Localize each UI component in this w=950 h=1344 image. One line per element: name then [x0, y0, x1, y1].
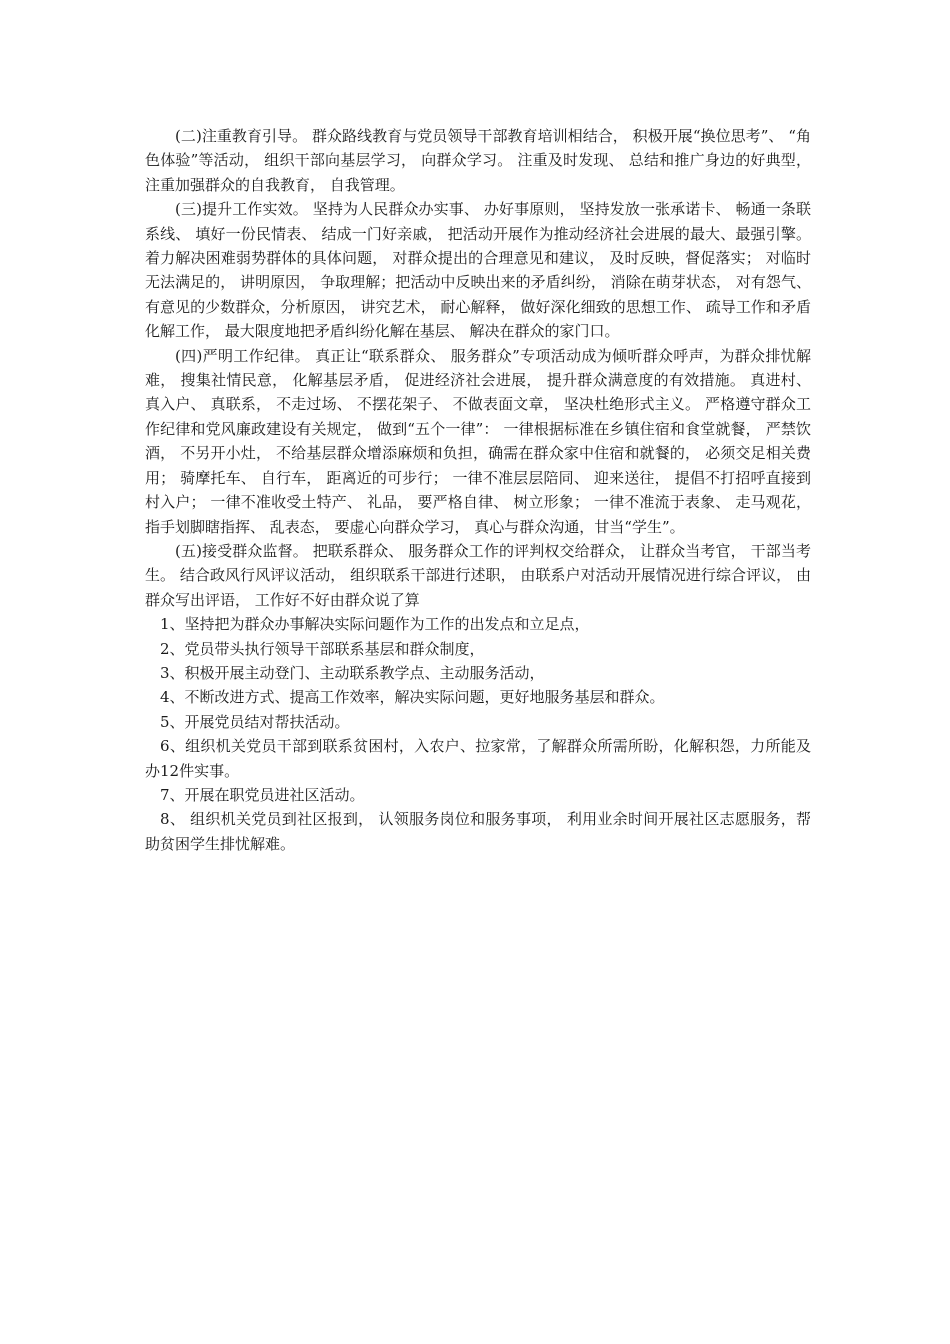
section-work-effectiveness: (三)提升工作实效。 坚持为人民群众办实事、 办好事原则， 坚持发放一张承诺卡、 畅通一条联系线、 填好一份民情表、 结成一门好亲戚， 把活动开展作为推动经济社会进展的最大、最强引擎。 着力解决困难弱势群体的具体问题， 对群众提出的合理意见和建议， 及时反映，督促落实； 对临时无法满足的， 讲明原因， 争取理解；把活动中反映出来的矛盾纠纷， 消除在萌芽状态， 对有怨气、 有意见的少数群众，分析原因， 讲究艺术， 耐心解释， 做好深化细致的思想工作、 疏导工作和矛盾化解工作， 最大限度地把矛盾纠纷化解在基层、 解决在群众的家门口。	[145, 200, 816, 341]
section-education-guidance: (二)注重教育引导。 群众路线教育与党员领导干部教育培训相结合， 积极开展“换位思考”、 “角色体验”等活动， 组织干部向基层学习， 向群众学习。 注重及时发现、 总结和推广身边的好典型， 注重加强群众的自我教育， 自我管理。	[145, 127, 816, 194]
list-item: 7、开展在职党员进社区活动。	[160, 785, 365, 804]
list-item: 4、不断改进方式、提高工作效率，解决实际问题，更好地服务基层和群众。	[160, 688, 665, 707]
section-work-discipline: (四)严明工作纪律。 真正让“联系群众、 服务群众”专项活动成为倾听群众呼声，为群众排忧解难， 搜集社情民意， 化解基层矛盾， 促进经济社会进展， 提升群众满意度的有效措施。 真进村、 真入户、 真联系， 不走过场、 不摆花架子、 不做表面文章， 坚决杜绝形式主义。 严格遵守群众工作纪律和党风廉政建设有关规定， 做到“五个一律”： 一律根据标准在乡镇住宿和食堂就餐， 严禁饮酒， 不另开小灶， 不给基层群众增添麻烦和负担，确需在群众家中住宿和就餐的， 必须交足相关费用； 骑摩托车、 自行车， 距离近的可步行； 一律不准层层陪同、 迎来送往， 提倡不打招呼直接到村入户； 一律不准收受土特产、 礼品， 要严格自律、 树立形象； 一律不准流于表象、 走马观花， 指手划脚瞎指挥、 乱表态， 要虚心向群众学习， 真心与群众沟通，甘当“学生”。	[145, 346, 816, 536]
list-item: 6、组织机关党员干部到联系贫困村，入农户、拉家常，了解群众所需所盼，化解积怨，力所能及办12件实事。	[145, 737, 811, 780]
list-item: 8、 组织机关党员到社区报到， 认领服务岗位和服务事项， 利用业余时间开展社区志愿服务，帮助贫困学生排忧解难。	[145, 810, 811, 853]
document-body	[145, 124, 816, 856]
list-item: 5、开展党员结对帮扶活动。	[160, 712, 350, 731]
list-item: 3、积极开展主动登门、主动联系教学点、主动服务活动，	[160, 663, 545, 682]
list-item: 1、坚持把为群众办事解决实际问题作为工作的出发点和立足点，	[160, 615, 590, 634]
list-item: 2、党员带头执行领导干部联系基层和群众制度，	[160, 639, 485, 658]
section-public-supervision: (五)接受群众监督。 把联系群众、 服务群众工作的评判权交给群众， 让群众当考官， 干部当考生。 结合政风行风评议活动， 组织联系干部进行述职， 由联系户对活动开展情况进行综合评议， 由群众写出评语， 工作好不好由群众说了算	[145, 541, 811, 609]
